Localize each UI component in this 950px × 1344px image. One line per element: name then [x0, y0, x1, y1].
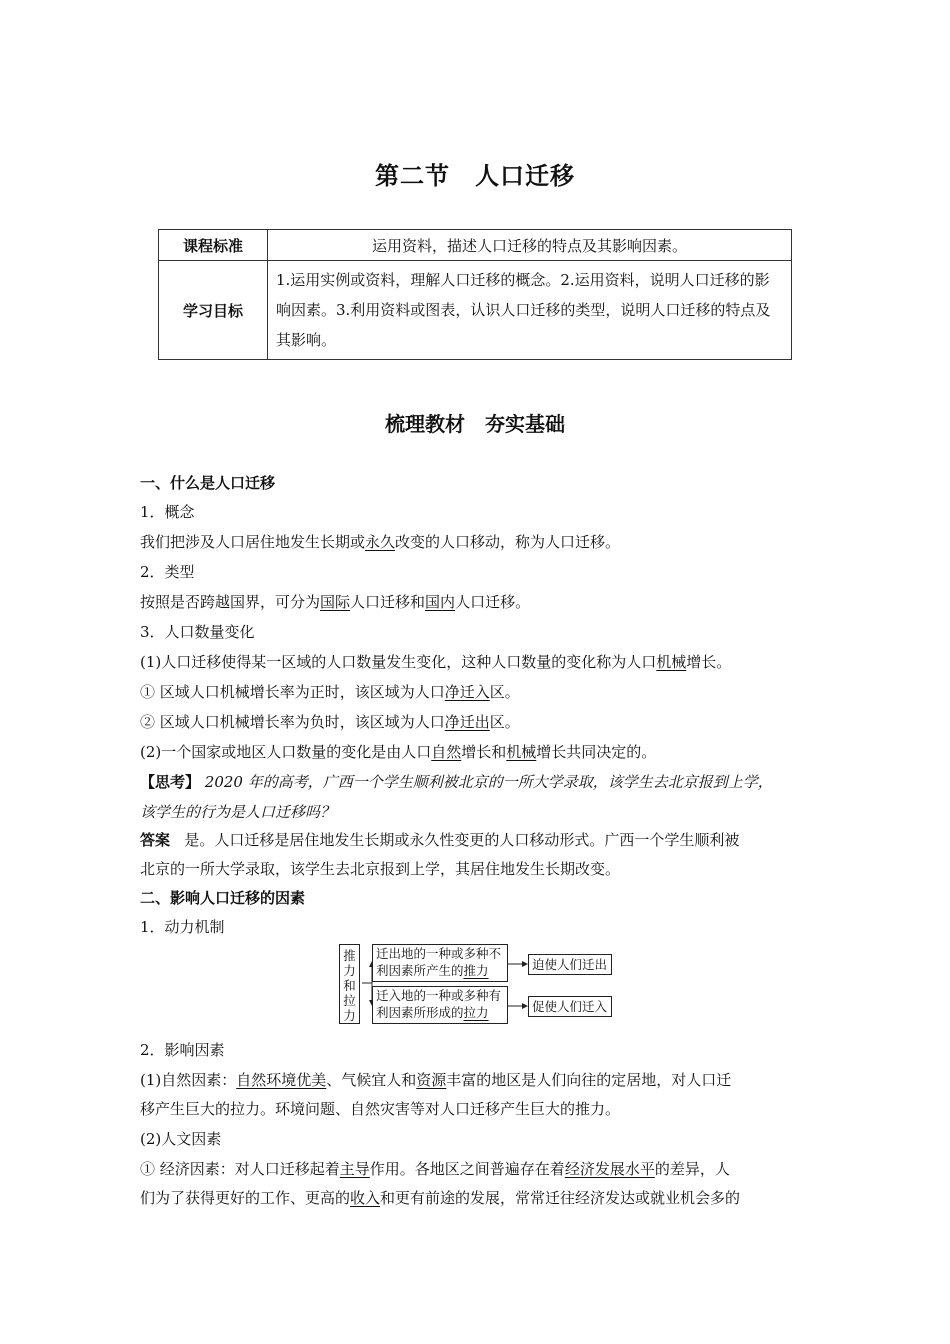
- think-question-cont: 该学生的行为是人口迁移吗？: [140, 803, 336, 821]
- change-item-4: (2)一个国家或地区人口数量的变化是由人口自然增长和机械增长共同决定的。: [140, 743, 657, 761]
- push-factor-box: 迁出地的一种或多种不 利因素所产生的推力: [372, 944, 508, 982]
- natural-factor-cont: 移产生巨大的拉力。环境问题、自然灾害等对人口迁移产生巨大的推力。: [140, 1100, 621, 1118]
- concept-text: 我们把涉及人口居住地发生长期或永久改变的人口移动，称为人口迁移。: [140, 533, 621, 551]
- think-question: 【思考】 2020 年的高考，广西一个学生顺利被北京的一所大学录取，该学生去北京报到上学，: [140, 773, 773, 791]
- part2-heading: 二、影响人口迁移的因素: [140, 889, 306, 907]
- push-pull-label: 推力和拉力: [339, 944, 360, 1024]
- concept-title: 1．概念: [140, 503, 195, 521]
- objectives-text: 1.运用实例或资料，理解人口迁移的概念。2.运用资料，说明人口迁移的影响因素。3.利用资料或图表，认识人口迁移的类型，说明人口迁移的特点及其影响。: [268, 261, 792, 360]
- human-factor-title: (2)人文因素: [140, 1130, 222, 1148]
- standards-label: 课程标准: [159, 230, 268, 261]
- standards-text: 运用资料，描述人口迁移的特点及其影响因素。: [268, 230, 792, 261]
- economic-factor: ① 经济因素：对人口迁移起着主导作用。各地区之间普遍存在着经济发展水平的差异，人: [140, 1160, 730, 1178]
- mechanism-title: 1．动力机制: [140, 918, 225, 936]
- pull-result-box: 促使人们迁入: [528, 996, 612, 1017]
- objectives-label: 学习目标: [159, 261, 268, 360]
- push-pull-diagram: [339, 940, 614, 1026]
- type-title: 2．类型: [140, 563, 195, 581]
- answer-text-cont: 北京的一所大学录取，该学生去北京报到上学，其居住地发生长期改变。: [140, 860, 621, 878]
- page-title: 第二节 人口迁移: [375, 162, 575, 190]
- change-item-1: (1)人口迁移使得某一区域的人口数量发生变化，这种人口数量的变化称为人口机械增长。: [140, 653, 732, 671]
- factor-title: 2．影响因素: [140, 1041, 225, 1059]
- economic-factor-cont: 们为了获得更好的工作、更高的收入和更有前途的发展，常常迁往经济发达或就业机会多的: [140, 1189, 741, 1207]
- change-title: 3．人口数量变化: [140, 623, 255, 641]
- change-item-2: ① 区域人口机械增长率为正时，该区域为人口净迁入区。: [140, 683, 520, 701]
- pull-factor-box: 迁入地的一种或多种有 利因素所形成的拉力: [372, 986, 508, 1024]
- answer-text: 答案 是。人口迁移是居住地发生长期或永久性变更的人口移动形式。广西一个学生顺利被: [140, 831, 740, 849]
- change-item-3: ② 区域人口机械增长率为负时，该区域为人口净迁出区。: [140, 713, 520, 731]
- standards-table: [158, 229, 792, 360]
- push-result-box: 迫使人们迁出: [528, 954, 612, 975]
- section-title: 梳理教材 夯实基础: [385, 412, 565, 436]
- type-text: 按照是否跨越国界，可分为国际人口迁移和国内人口迁移。: [140, 593, 531, 611]
- part1-heading: 一、什么是人口迁移: [140, 474, 276, 492]
- natural-factor: (1)自然因素：自然环境优美、气候宜人和资源丰富的地区是人们向往的定居地，对人口迁: [140, 1071, 732, 1089]
